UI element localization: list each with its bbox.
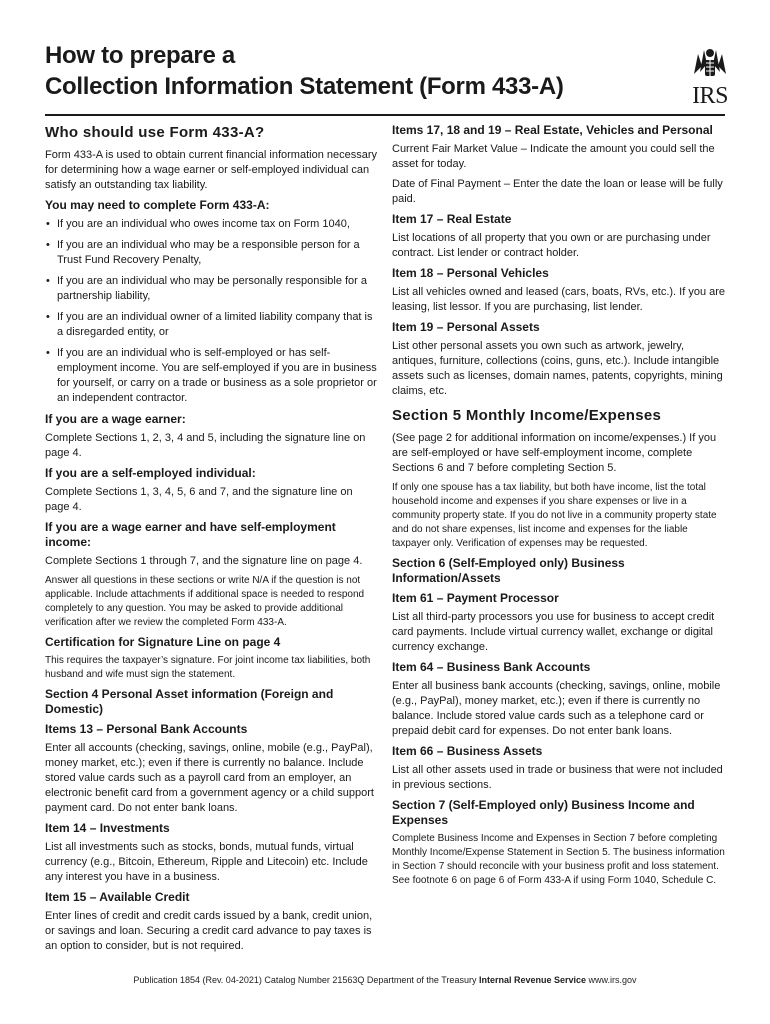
header-divider: [45, 114, 725, 116]
list-item: • If you are an individual who may be personally responsible for a partnership liability,: [45, 274, 380, 304]
section4-heading: Section 4 Personal Asset information (Foreign and Domestic): [45, 687, 334, 716]
who-text: Form 433-A is used to obtain current financial information necessary for determining how a wage earner or self-employed individual can satisfy an outstanding tax liability.: [45, 149, 377, 191]
cfmv-text: Current Fair Market Value – Indicate the amount you could sell the asset for today.: [392, 143, 715, 170]
item15-heading: Item 15 – Available Credit: [45, 890, 190, 904]
page-footer: [0, 975, 770, 985]
item66-heading: Item 66 – Business Assets: [392, 744, 543, 758]
section5-text: (See page 2 for additional information on income/expenses.) If you are self-employed or have self-employment income, complete Sections 6 and 7 before completing Section 5.: [392, 432, 717, 474]
who-heading: Who should use Form 433-A?: [45, 124, 265, 141]
item18-text: List all vehicles owned and leased (cars, boats, RVs, etc.). If you are leasing, list lessor. If you are purchasing, list lender.: [392, 286, 726, 313]
final-payment-text: Date of Final Payment – Enter the date the loan or lease will be fully paid.: [392, 178, 723, 205]
answer-text: Answer all questions in these sections or write N/A if the question is not applicable. Include attachments if additional space is needed to respond completely to any question. You may be asked to provide additional verification after we review the completed Form 433-A.: [45, 575, 365, 628]
item15-text: Enter lines of credit and credit cards issued by a bank, credit union, or savings and loan. Securing a credit card advance to pay taxes is an option to consider, but is not required.: [45, 910, 373, 952]
cert-heading: Certification for Signature Line on page 4: [45, 635, 281, 649]
need-heading: You may need to complete Form 433-A:: [45, 198, 270, 212]
item61-text: List all third-party processors you use for business to accept credit card payments. Include virtual currency wallet, exchange or digital currency exchange.: [392, 611, 715, 653]
title-line-1: How to prepare a: [45, 42, 235, 69]
page-title: [45, 40, 564, 102]
item14-text: List all investments such as stocks, bonds, mutual funds, virtual currency (e.g., Bitcoin, Ethereum, Ripple and Litecoin) etc. Include any interest you have in a business.: [45, 841, 368, 883]
both-heading: If you are a wage earner and have self-employment income:: [45, 520, 336, 549]
items-17-19-heading: Items 17, 18 and 19 – Real Estate, Vehicles and Personal: [392, 123, 713, 137]
list-item: • If you are an individual who owes income tax on Form 1040,: [45, 217, 380, 232]
irs-logo: [680, 44, 740, 107]
section5-heading: Section 5 Monthly Income/Expenses: [392, 407, 662, 424]
irs-eagle-icon: [688, 44, 732, 80]
item64-text: Enter all business bank accounts (checking, savings, online, mobile (e.g., PayPal), money market, etc.); even if there is currently no balance. Include stored value cards such as a telephone card or prepaid debit card for expenses. Do not enter bank loans.: [392, 680, 721, 737]
left-column: [45, 118, 380, 959]
item19-text: List other personal assets you own such as artwork, jewelry, antiques, furniture, collections (coins, guns, etc.). Include intangible assets such as licenses, domain names, patents, copyrights, mining claims, etc.: [392, 340, 723, 397]
footer-publication: Publication 1854 (Rev. 04-2021) Catalog Number 21563Q Department of the Treasury: [133, 975, 477, 985]
wage-text: Complete Sections 1, 2, 3, 4 and 5, including the signature line on page 4.: [45, 432, 366, 459]
wage-heading: If you are a wage earner:: [45, 412, 186, 426]
item66-text: List all other assets used in trade or business that were not included in previous sections.: [392, 764, 723, 791]
item17-text: List locations of all property that you own or are purchasing under contract. List lender or contract holder.: [392, 232, 711, 259]
item61-heading: Item 61 – Payment Processor: [392, 591, 559, 605]
cert-text: This requires the taxpayer’s signature. For joint income tax liabilities, both husband and wife must sign the statement.: [45, 655, 371, 680]
item19-heading: Item 19 – Personal Assets: [392, 320, 540, 334]
item13-text: Enter all accounts (checking, savings, online, mobile (e.g., PayPal), money market, etc.); even if there is currently no balance. Include stored value cards such as a payroll card from an employer, an electronic benefit card from a government agency or a child support payment card. Do not enter bank loans.: [45, 742, 374, 814]
both-text: Complete Sections 1 through 7, and the signature line on page 4.: [45, 555, 363, 567]
section7-text: Complete Business Income and Expenses in Section 7 before completing Monthly Income/Expense Statement in Section 5. The business information in Section 7 should reconcile with your business profit and loss statement. See footnote 6 on page 6 of Form 433-A if using Form 1040, Schedule C.: [392, 833, 725, 886]
item64-heading: Item 64 – Business Bank Accounts: [392, 660, 591, 674]
need-list: [45, 217, 380, 406]
item18-heading: Item 18 – Personal Vehicles: [392, 266, 549, 280]
footer-website: www.irs.gov: [588, 975, 637, 985]
list-item: • If you are an individual who is self-employed or has self-employment income. You are self-employed if you are in business for yourself, or carry on a trade or business as a sole proprietor or an independent contractor.: [45, 346, 380, 406]
section5-text-2: If only one spouse has a tax liability, but both have income, list the total household income and expenses if you share expenses or live in a community property state. If you do not live in a community property state and do not share expenses, list income and expenses for the liable taxpayer only. Verification of expenses may be requested.: [392, 482, 717, 549]
right-column: [392, 118, 727, 893]
section7-heading: Section 7 (Self-Employed only) Business Income and Expenses: [392, 798, 695, 827]
title-line-2: Collection Information Statement (Form 433-A): [45, 73, 564, 100]
item14-heading: Item 14 – Investments: [45, 821, 170, 835]
self-heading: If you are a self-employed individual:: [45, 466, 256, 480]
self-text: Complete Sections 1, 3, 4, 5, 6 and 7, and the signature line on page 4.: [45, 486, 353, 513]
section6-heading: Section 6 (Self-Employed only) Business Information/Assets: [392, 556, 625, 585]
list-item: • If you are an individual owner of a limited liability company that is a disregarded entity, or: [45, 310, 380, 340]
list-item: • If you are an individual who may be a responsible person for a Trust Fund Recovery Penalty,: [45, 238, 380, 268]
item13-heading: Items 13 – Personal Bank Accounts: [45, 722, 248, 736]
footer-agency: Internal Revenue Service: [478, 975, 587, 985]
irs-logo-text: IRS: [692, 83, 728, 109]
item17-heading: Item 17 – Real Estate: [392, 212, 512, 226]
